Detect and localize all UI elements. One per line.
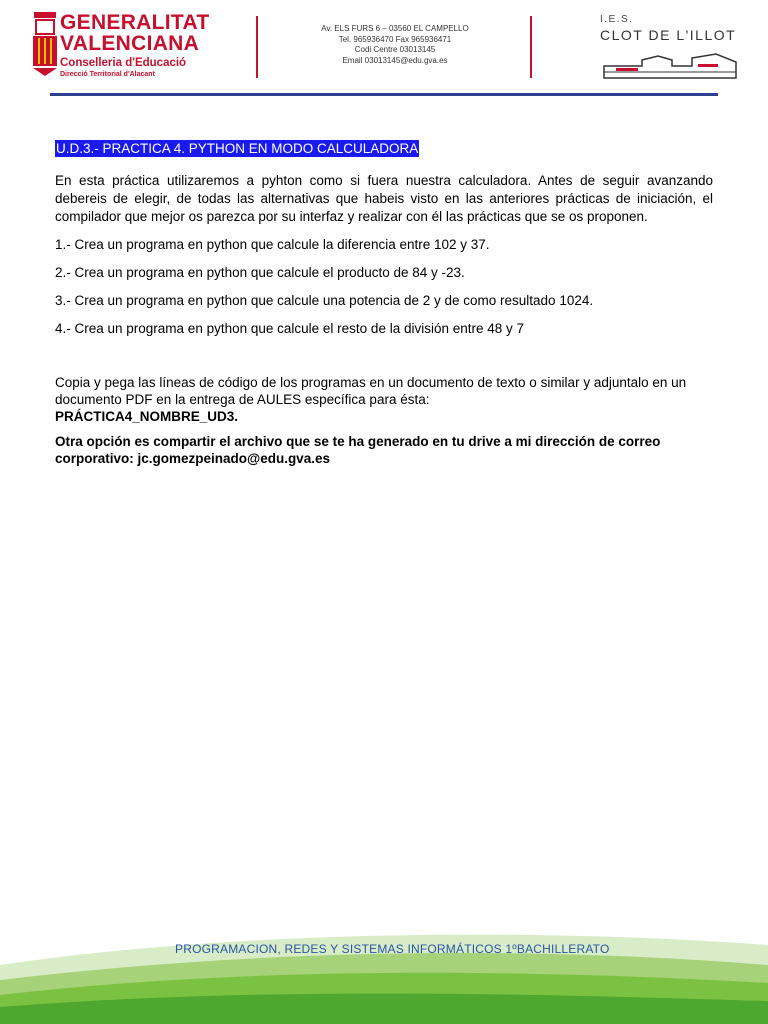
footer-wave-decoration — [0, 925, 768, 1024]
practice-title: U.D.3.- PRACTICA 4. PYTHON EN MODO CALCULADORA — [56, 141, 419, 156]
address-line: Codi Centre 03013145 — [354, 45, 436, 54]
document-body — [55, 140, 713, 467]
alternative-submission: Otra opción es compartir el archivo que se te ha generado en tu drive a mi dirección de correo corporativo: jc.gomezpeinado@edu.gva.es — [55, 434, 661, 466]
exercise-item: 4.- Crea un programa en python que calcule el resto de la división entre 48 y 7 — [55, 321, 525, 336]
header-divider — [530, 16, 532, 78]
generalitat-shield-icon — [30, 10, 60, 78]
ies-name: CLOT DE L'ILLOT — [600, 27, 737, 43]
exercise-item: 3.- Crea un programa en python que calcule una potencia de 2 y de como resultado 1024. — [55, 293, 594, 308]
submission-filename: PRÁCTICA4_NOMBRE_UD3. — [55, 409, 239, 424]
submission-instructions: Copia y pega las líneas de código de los programas en un documento de texto o similar y adjuntalo en un documento PDF en la entrega de AULES específica para ésta: — [55, 375, 687, 407]
generalitat-wordmark — [60, 12, 210, 79]
address-line: Tel. 965936470 Fax 965936471 — [338, 34, 452, 44]
intro-paragraph: En esta práctica utilizaremos a pyhton como si fuera nuestra calculadora. Antes de seguir avanzando debereis de elegir, de todas las alternativas que habeis visto en las anteriores prácticas de iniciación, el compilador que mejor os parezca por su interfaz y realizar con él las prácticas que se os proponen. — [55, 173, 713, 224]
exercise-item: 2.- Crea un programa en python que calcule el producto de 84 y -23. — [55, 265, 465, 280]
school-address — [300, 24, 490, 66]
school-building-icon — [602, 52, 738, 80]
header-rule — [50, 93, 718, 96]
conselleria-label: Conselleria d'Educació — [60, 57, 187, 69]
gv-title-line2: VALENCIANA — [60, 32, 200, 55]
header-divider — [256, 16, 258, 78]
ies-prefix: I.E.S. — [600, 14, 634, 25]
direccio-label: Direcció Territorial d'Alacant — [60, 71, 155, 78]
exercise-item: 1.- Crea un programa en python que calcule la diferencia entre 102 y 37. — [55, 237, 490, 252]
footer-course-label: PROGRAMACION, REDES Y SISTEMAS INFORMÁTICOS 1ºBACHILLERATO — [175, 942, 610, 956]
address-line: Email 03013145@edu.gva.es — [342, 55, 448, 65]
address-line: Av. ELS FURS 6 – 03560 EL CAMPELLO — [321, 24, 469, 33]
letterhead — [0, 0, 768, 96]
ies-wordmark — [600, 14, 736, 43]
gv-title-line1: GENERALITAT — [60, 11, 210, 34]
